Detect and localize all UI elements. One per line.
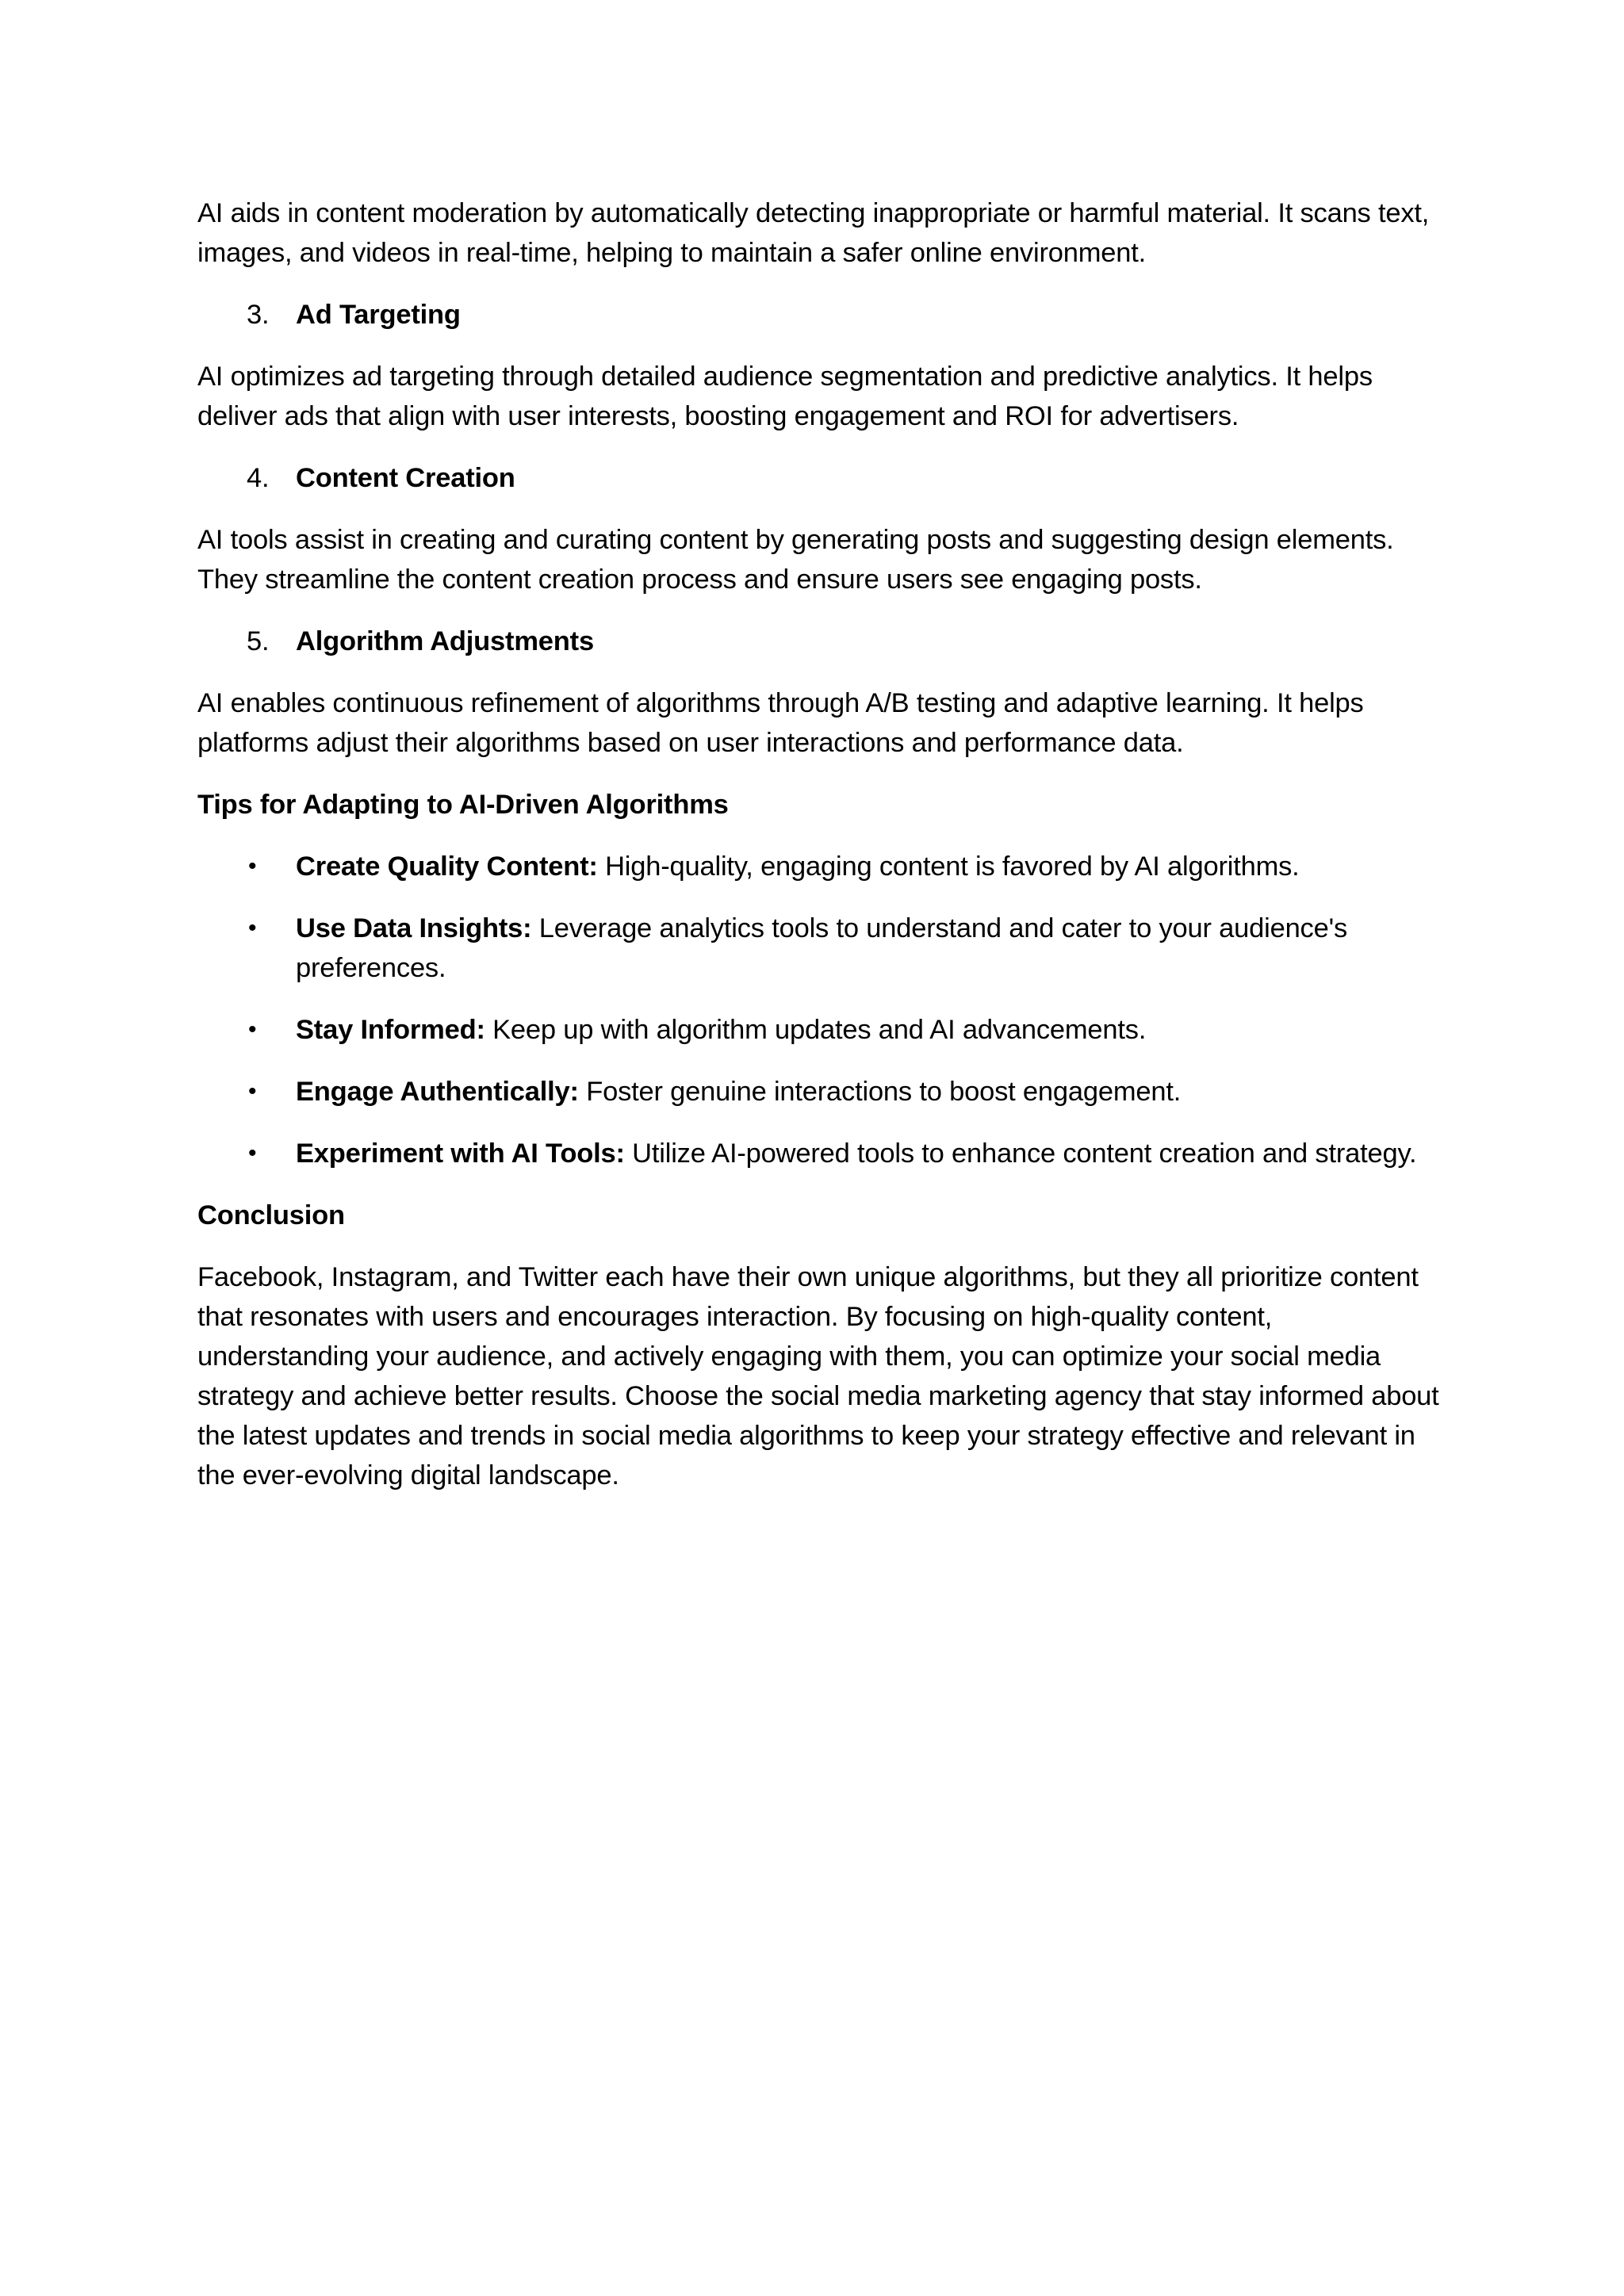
- tip-item: [197, 1072, 1450, 1112]
- tip-text: High-quality, engaging content is favored by AI algorithms.: [597, 851, 1300, 882]
- section-heading-content-creation: [197, 458, 1450, 498]
- section-heading-ad-targeting: [197, 295, 1450, 335]
- section-body-algorithm-adjustments: AI enables continuous refinement of algorithms through A/B testing and adaptive learning. It helps platforms adjust their algorithms based on user interactions and performance data.: [197, 688, 1364, 758]
- document-body: [197, 193, 1450, 1517]
- tip-text: Foster genuine interactions to boost engagement.: [578, 1077, 1182, 1107]
- tip-item: [197, 1010, 1450, 1050]
- section-title: Ad Targeting: [296, 300, 461, 330]
- tip-lead: Use Data Insights:: [296, 913, 532, 943]
- bullet-icon: •: [248, 915, 257, 941]
- section-number: 3.: [247, 300, 270, 330]
- tip-item: [197, 1134, 1450, 1173]
- section-number: 4.: [247, 463, 270, 493]
- conclusion-paragraph: Facebook, Instagram, and Twitter each have their own unique algorithms, but they all prioritize content that resonates with users and encourages interaction. By focusing on high-quality content, understanding your audience, and actively engaging with them, you can optimize your social media strategy and achieve better results. Choose the social media marketing agency that stay informed about the latest updates and trends in social media algorithms to keep your strategy effective and relevant in the ever-evolving digital landscape.: [197, 1262, 1439, 1490]
- conclusion-heading: Conclusion: [197, 1200, 345, 1230]
- section-body-content-creation: AI tools assist in creating and curating content by generating posts and suggesting design elements. They streamline the content creation process and ensure users see engaging posts.: [197, 525, 1394, 595]
- bullet-icon: •: [248, 1016, 257, 1043]
- section-heading-algorithm-adjustments: [197, 622, 1450, 661]
- tip-lead: Experiment with AI Tools:: [296, 1138, 625, 1169]
- tip-text: Utilize AI-powered tools to enhance content creation and strategy.: [624, 1138, 1417, 1169]
- section-body-ad-targeting: AI optimizes ad targeting through detailed audience segmentation and predictive analytics. It helps deliver ads that align with user interests, boosting engagement and ROI for advertisers.: [197, 362, 1373, 431]
- section-title: Content Creation: [296, 463, 515, 493]
- tip-item: [197, 847, 1450, 886]
- section-title: Algorithm Adjustments: [296, 626, 594, 656]
- tips-heading: Tips for Adapting to AI-Driven Algorithms: [197, 790, 729, 820]
- bullet-icon: •: [248, 1078, 257, 1104]
- tip-lead: Create Quality Content:: [296, 851, 598, 882]
- bullet-icon: •: [248, 853, 257, 879]
- tip-lead: Engage Authentically:: [296, 1077, 579, 1107]
- section-number: 5.: [247, 626, 270, 656]
- tip-text: Keep up with algorithm updates and AI advancements.: [485, 1015, 1147, 1045]
- bullet-icon: •: [248, 1140, 257, 1166]
- tip-lead: Stay Informed:: [296, 1015, 485, 1045]
- tip-text: Leverage analytics tools to understand and cater to your audience's preferences.: [296, 913, 1348, 983]
- intro-paragraph: AI aids in content moderation by automatically detecting inappropriate or harmful material. It scans text, images, and videos in real-time, helping to maintain a safer online environment.: [197, 198, 1430, 268]
- tip-item: [197, 909, 1450, 988]
- tips-list: [197, 847, 1450, 1173]
